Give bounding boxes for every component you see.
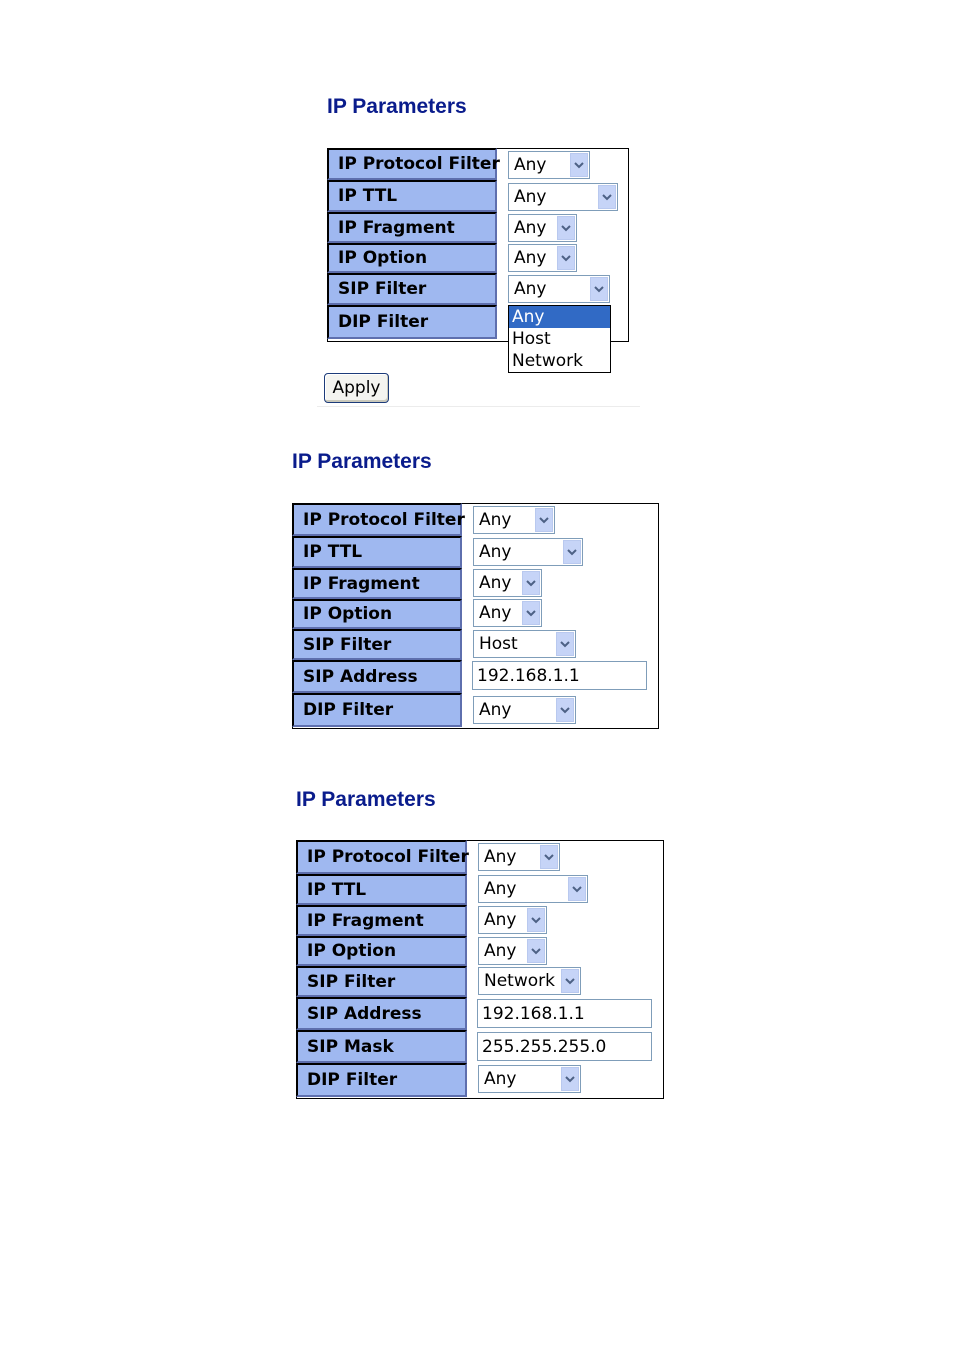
select-ip-fragment[interactable] bbox=[473, 569, 542, 597]
chevron-down-icon[interactable] bbox=[527, 908, 545, 932]
label-sip-mask: SIP Mask bbox=[296, 1030, 467, 1063]
select-ip-option[interactable] bbox=[478, 937, 547, 965]
select-dip-filter[interactable] bbox=[478, 1065, 581, 1093]
chevron-down-icon[interactable] bbox=[561, 969, 579, 993]
chevron-down-icon[interactable] bbox=[540, 845, 558, 869]
label-sip-filter: SIP Filter bbox=[327, 273, 497, 305]
select-value: Any bbox=[514, 187, 547, 207]
select-ip-ttl[interactable] bbox=[508, 183, 618, 211]
label-dip-filter: DIP Filter bbox=[292, 693, 462, 727]
chevron-down-icon[interactable] bbox=[535, 508, 553, 532]
label-dip-filter: DIP Filter bbox=[327, 305, 497, 339]
label-sip-address: SIP Address bbox=[296, 997, 467, 1030]
chevron-down-icon[interactable] bbox=[527, 939, 545, 963]
select-sip-filter[interactable] bbox=[478, 967, 581, 995]
select-value: Any bbox=[484, 941, 517, 961]
select-value: Any bbox=[484, 847, 517, 867]
label-ip-protocol-filter: IP Protocol Filter bbox=[327, 148, 497, 180]
label-sip-address: SIP Address bbox=[292, 660, 462, 693]
select-ip-fragment[interactable] bbox=[508, 214, 577, 242]
select-ip-fragment[interactable] bbox=[478, 906, 547, 934]
chevron-down-icon[interactable] bbox=[570, 153, 588, 177]
chevron-down-icon[interactable] bbox=[557, 216, 575, 240]
select-value: Any bbox=[479, 573, 512, 593]
select-ip-ttl[interactable] bbox=[478, 875, 588, 903]
label-ip-protocol-filter: IP Protocol Filter bbox=[292, 503, 462, 536]
select-value: Any bbox=[484, 910, 517, 930]
select-value: Any bbox=[514, 218, 547, 238]
chevron-down-icon[interactable] bbox=[568, 877, 586, 901]
select-ip-option[interactable] bbox=[473, 599, 542, 627]
select-value: Any bbox=[514, 248, 547, 268]
select-value: Host bbox=[479, 634, 518, 654]
label-ip-fragment: IP Fragment bbox=[292, 568, 462, 599]
page-title: IP Parameters bbox=[296, 788, 436, 811]
apply-button[interactable]: Apply bbox=[324, 373, 389, 403]
select-value: Any bbox=[514, 155, 547, 175]
label-sip-filter: SIP Filter bbox=[296, 966, 467, 997]
chevron-down-icon[interactable] bbox=[563, 540, 581, 564]
select-value: Any bbox=[479, 542, 512, 562]
label-sip-filter: SIP Filter bbox=[292, 629, 462, 660]
select-value: Any bbox=[484, 879, 517, 899]
select-value: Any bbox=[514, 279, 547, 299]
sip-address-input[interactable]: 192.168.1.1 bbox=[472, 661, 647, 690]
select-ip-ttl[interactable] bbox=[473, 538, 583, 566]
select-ip-protocol-filter[interactable] bbox=[478, 843, 560, 871]
label-ip-ttl: IP TTL bbox=[292, 536, 462, 568]
label-ip-fragment: IP Fragment bbox=[296, 905, 467, 936]
chevron-down-icon[interactable] bbox=[522, 601, 540, 625]
select-value: Any bbox=[479, 700, 512, 720]
divider bbox=[317, 406, 640, 407]
sip-mask-input[interactable]: 255.255.255.0 bbox=[477, 1032, 652, 1061]
dropdown-option-any[interactable]: Any bbox=[509, 306, 610, 328]
dropdown-option-host[interactable]: Host bbox=[512, 329, 551, 349]
sip-filter-dropdown-list bbox=[508, 305, 611, 373]
select-sip-filter[interactable] bbox=[508, 275, 610, 303]
select-sip-filter[interactable] bbox=[473, 630, 576, 658]
chevron-down-icon[interactable] bbox=[561, 1067, 579, 1091]
chevron-down-icon[interactable] bbox=[557, 246, 575, 270]
select-dip-filter[interactable] bbox=[473, 696, 576, 724]
page-title: IP Parameters bbox=[327, 95, 467, 118]
select-value: Network bbox=[484, 971, 555, 991]
label-ip-option: IP Option bbox=[327, 243, 497, 273]
page-title: IP Parameters bbox=[292, 450, 432, 473]
chevron-down-icon[interactable] bbox=[590, 277, 608, 301]
chevron-down-icon[interactable] bbox=[522, 571, 540, 595]
label-ip-option: IP Option bbox=[292, 599, 462, 629]
select-value: Any bbox=[484, 1069, 517, 1089]
label-ip-ttl: IP TTL bbox=[296, 874, 467, 905]
label-ip-option: IP Option bbox=[296, 936, 467, 966]
label-ip-fragment: IP Fragment bbox=[327, 212, 497, 243]
label-ip-ttl: IP TTL bbox=[327, 180, 497, 212]
sip-address-input[interactable]: 192.168.1.1 bbox=[477, 999, 652, 1028]
select-ip-option[interactable] bbox=[508, 244, 577, 272]
chevron-down-icon[interactable] bbox=[598, 185, 616, 209]
select-value: Any bbox=[479, 603, 512, 623]
chevron-down-icon[interactable] bbox=[556, 632, 574, 656]
label-ip-protocol-filter: IP Protocol Filter bbox=[296, 840, 467, 874]
select-ip-protocol-filter[interactable] bbox=[508, 151, 590, 179]
select-ip-protocol-filter[interactable] bbox=[473, 506, 555, 534]
label-dip-filter: DIP Filter bbox=[296, 1063, 467, 1097]
dropdown-option-network[interactable]: Network bbox=[512, 351, 583, 371]
chevron-down-icon[interactable] bbox=[556, 698, 574, 722]
select-value: Any bbox=[479, 510, 512, 530]
